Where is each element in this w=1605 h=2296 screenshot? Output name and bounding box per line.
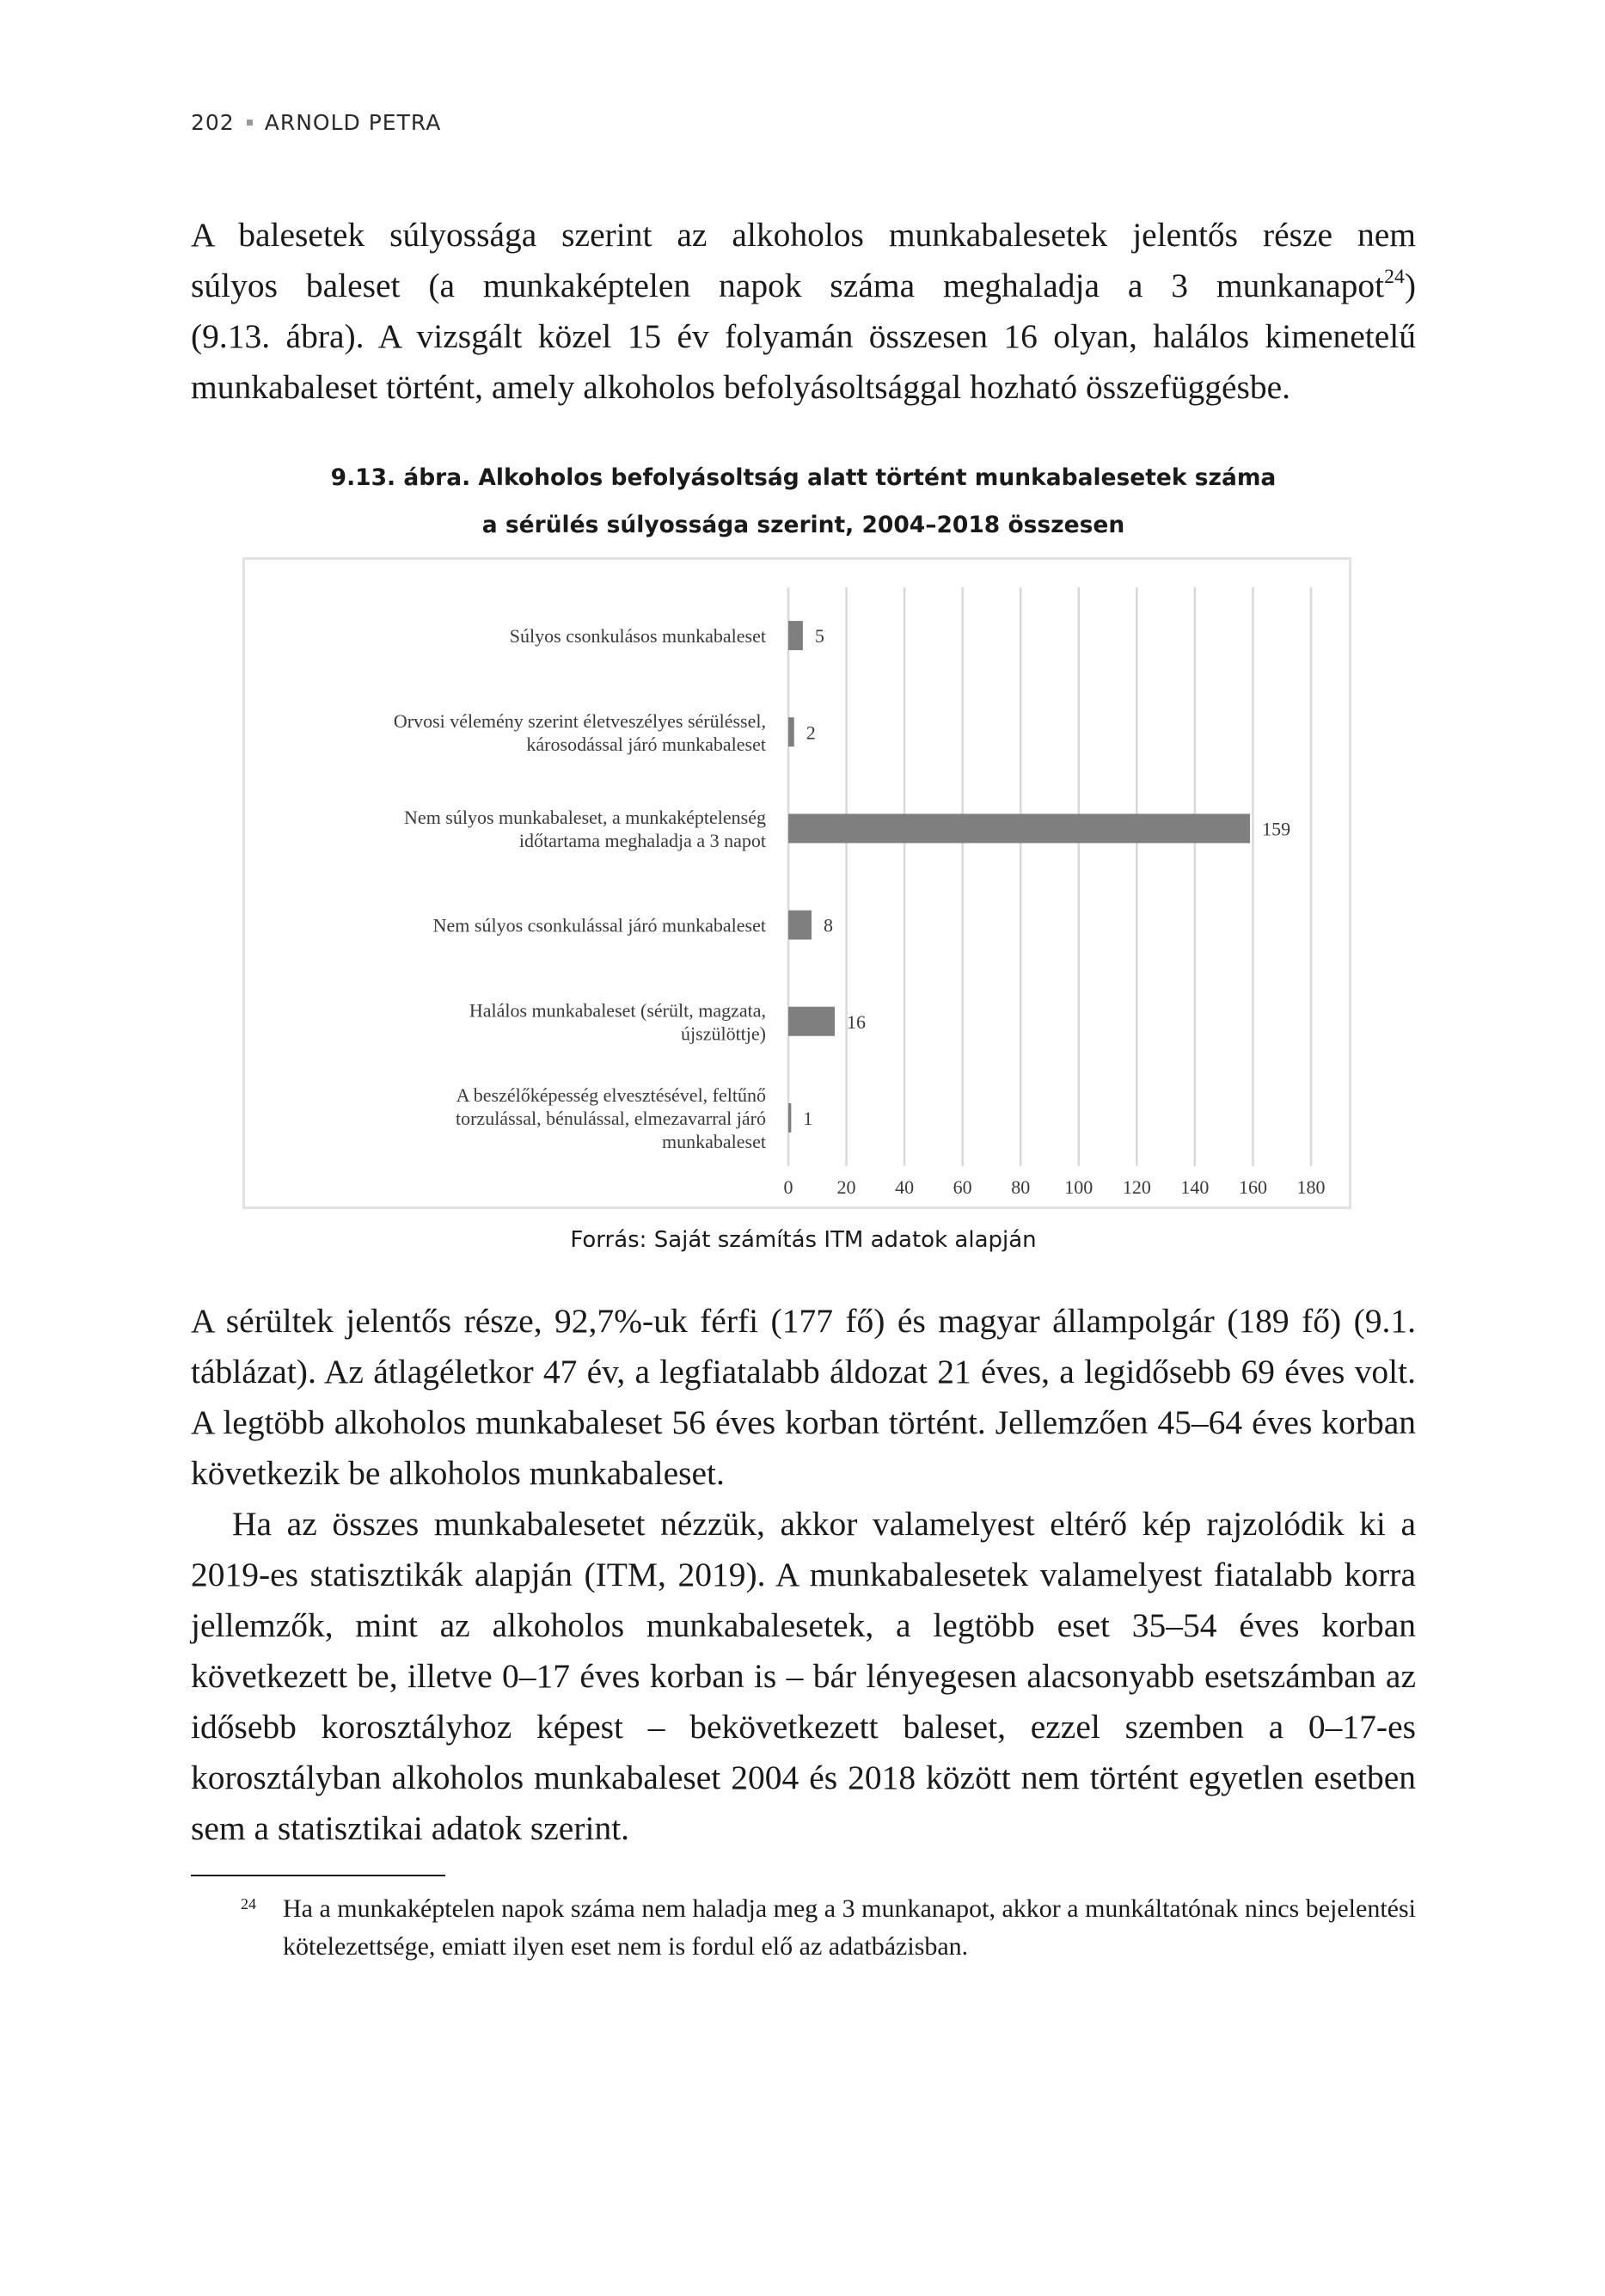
data-label: 159 [1262, 818, 1291, 840]
chart-frame [242, 557, 1351, 1209]
paragraph-1-line-1: A balesetek súlyossága szerint az alkoholos munkabalesetek jelentős része nem [191, 216, 1416, 254]
figure-title-line-1: 9.13. ábra. Alkoholos befolyásoltság alatt történt munkabalesetek száma [330, 464, 1277, 491]
x-tick-label: 0 [783, 1176, 793, 1198]
bar-chart [245, 560, 1349, 1206]
bar [788, 621, 803, 650]
category-label: Nem súlyos munkabaleset, a munkaképtelenség időtartama meghaladja a 3 napot [404, 806, 766, 851]
x-tick-label: 100 [1064, 1176, 1093, 1198]
paragraph-1-line-2-end: ) [1404, 267, 1416, 304]
data-label: 16 [847, 1010, 867, 1033]
footnote-text: Ha a munkaképtelen napok száma nem haladja meg a 3 munkanapot, akkor a munkáltatónak nincs bejelentési kötelezettsége, emiatt ilyen eset nem is fordul elő az adatbázisban. [283, 1894, 1416, 1961]
bar [788, 911, 812, 940]
paragraph-1-line-2 [191, 261, 1416, 311]
x-tick-label: 120 [1122, 1176, 1151, 1198]
data-label: 2 [806, 721, 816, 744]
x-tick-label: 140 [1180, 1176, 1210, 1198]
footnote-number: 24 [241, 1895, 256, 1912]
bar [788, 1007, 835, 1036]
paragraph-3-text: Ha az összes munkabalesetet nézzük, akkor valamelyest eltérő kép rajzolódik ki a 2019-es statisztikák alapján (ITM, 2019). A munkabalesetek valamelyest fiatalabb korra jellemzők, mint az alkoholos munkabalesetek, a legtöbb eset 35–54 éves korban következett be, illetve 0–17 éves korban is – bár lényegesen alacsonyabb esetszámban az idősebb korosztályhoz képest – bekövetkezett baleset, ezzel szemben a 0–17-es korosztályban alkoholos munkabaleset 2004 és 2018 között nem történt egyetlen esetben sem a statisztikai adatok szerint. [191, 1505, 1416, 1847]
x-tick-label: 180 [1296, 1176, 1326, 1198]
author-name: ARNOLD PETRA [264, 110, 442, 135]
data-label: 5 [814, 625, 824, 648]
paragraph-1-rest: (9.13. ábra). A vizsgált közel 15 év folyamán összesen 16 olyan, halálos kimenetelű munkabaleset történt, amely alkoholos befolyásoltsággal hozható összefüggésbe. [191, 317, 1416, 406]
footnote-rule [191, 1875, 445, 1876]
footnote [191, 1890, 1416, 1966]
x-tick-label: 60 [953, 1176, 972, 1198]
figure-title [191, 454, 1416, 549]
category-label: Orvosi vélemény szerint életveszélyes sérüléssel, károsodással járó munkabaleset [393, 709, 766, 755]
footnote-reference[interactable]: 24 [1384, 265, 1405, 288]
x-tick-label: 80 [1011, 1176, 1031, 1198]
bar [788, 1103, 791, 1133]
paragraph-1-line-2-text: súlyos baleset (a munkaképtelen napok száma meghaladja a 3 munkanapot [191, 267, 1385, 304]
separator-square-icon [247, 120, 253, 126]
x-tick-label: 40 [895, 1176, 915, 1198]
x-tick-label: 20 [836, 1176, 856, 1198]
paragraph-1 [191, 210, 1416, 413]
figure-source: Forrás: Saját számítás ITM adatok alapján [570, 1227, 1037, 1253]
x-tick-label: 160 [1238, 1176, 1267, 1198]
category-label: Halálos munkabaleset (sérült, magzata, újszülöttje) [469, 999, 766, 1045]
paragraph-3 [191, 1499, 1416, 1854]
paragraph-2 [191, 1296, 1416, 1499]
bar [788, 813, 1250, 843]
category-label: Nem súlyos csonkulással járó munkabaleset [432, 914, 766, 936]
running-head [191, 110, 441, 135]
bar [788, 717, 794, 746]
data-label: 1 [803, 1107, 813, 1129]
category-label: A beszélőképesség elvesztésével, feltűnő torzulással, bénulással, elmezavarral járó munkabaleset [455, 1084, 766, 1152]
category-label: Súlyos csonkulásos munkabaleset [509, 625, 766, 648]
data-label: 8 [824, 914, 834, 936]
paragraph-2-text: A sérültek jelentős része, 92,7%-uk férfi (177 fő) és magyar állampolgár (189 fő) (9.1. táblázat). Az átlagéletkor 47 év, a legfiatalabb áldozat 21 éves, a legidősebb 69 éves volt. A legtöbb alkoholos munkabaleset 56 éves korban történt. Jellemzően 45–64 éves korban következik be alkoholos munkabaleset. [191, 1302, 1416, 1492]
page-number: 202 [191, 110, 235, 135]
figure-title-line-2: a sérülés súlyossága szerint, 2004–2018 összesen [481, 512, 1125, 538]
